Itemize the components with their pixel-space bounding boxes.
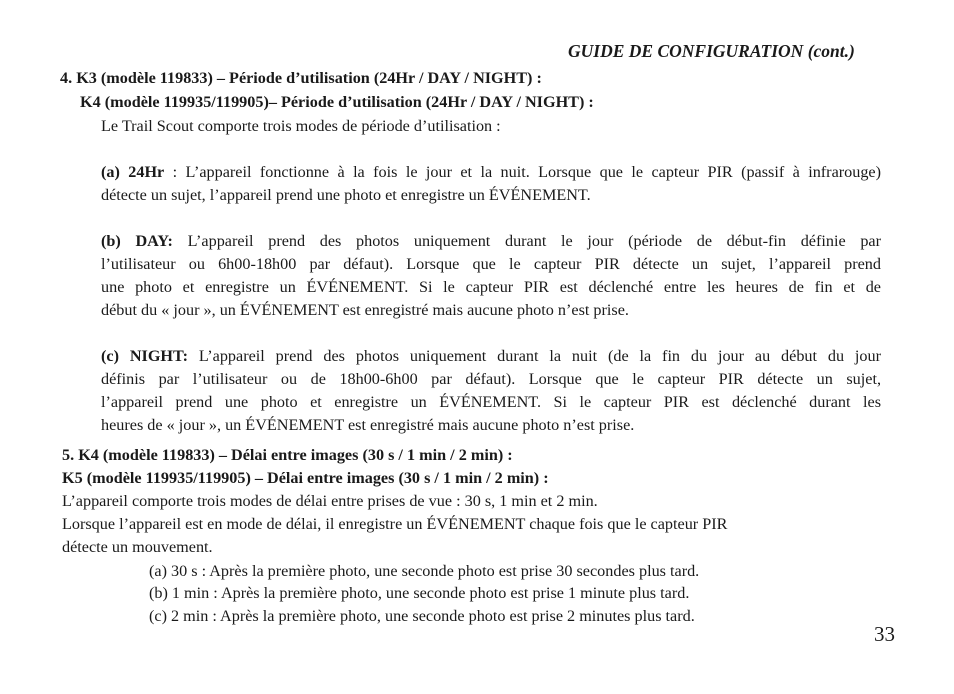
mode-day-line-3: une photo et enregistre un ÉVÉNEMENT. Si le capteur PIR est déclenché entre les heures de fin et de [101, 278, 881, 296]
page-header: GUIDE DE CONFIGURATION (cont.) [568, 41, 855, 61]
delay-option-30s: (a) 30 s : Après la première photo, une seconde photo est prise 30 secondes plus tard. [149, 562, 700, 580]
mode-24hr-text: : L’appareil fonctionne à la fois le jour et la nuit. Lorsque que le capteur PIR (passif à infrarouge) [164, 163, 882, 181]
mode-day-label: (b) DAY: [101, 232, 173, 250]
mode-night-line-1 [101, 346, 881, 366]
page-number: 33 [874, 622, 895, 646]
mode-day-text: L’appareil prend des photos uniquement durant le jour (période de début-fin définie par [172, 232, 881, 250]
mode-day-line-4: début du « jour », un ÉVÉNEMENT est enregistré mais aucune photo n’est prise. [101, 301, 629, 319]
mode-24hr-label: (a) 24Hr [101, 163, 165, 181]
section-5-text-line-1: L’appareil comporte trois modes de délai entre prises de vue : 30 s, 1 min et 2 min. [62, 492, 598, 510]
mode-day-line-2: l’utilisateur ou 6h00-18h00 par défaut). Lorsque que le capteur PIR détecte un sujet, l’appareil prend [101, 255, 881, 273]
section-4-heading-line-2: K4 (modèle 119935/119905)– Période d’utilisation (24Hr / DAY / NIGHT) : [80, 93, 594, 111]
section-5-heading-line-1: 5. K4 (modèle 119833) – Délai entre images (30 s / 1 min / 2 min) : [62, 446, 513, 464]
section-4-heading-line-1: 4. K3 (modèle 119833) – Période d’utilisation (24Hr / DAY / NIGHT) : [60, 69, 542, 87]
section-5-heading-line-2: K5 (modèle 119935/119905) – Délai entre images (30 s / 1 min / 2 min) : [62, 469, 549, 487]
mode-night-line-3: l’appareil prend une photo et enregistre un ÉVÉNEMENT. Si le capteur PIR est déclenché durant les [101, 393, 881, 411]
mode-24hr-line-1 [101, 162, 881, 182]
mode-night-label: (c) NIGHT: [101, 347, 188, 365]
section-5-text-line-2: Lorsque l’appareil est en mode de délai, il enregistre un ÉVÉNEMENT chaque fois que le capteur PIR [62, 515, 728, 533]
section-5-text-line-3: détecte un mouvement. [62, 538, 213, 556]
mode-day-line-1 [101, 231, 881, 251]
section-4-intro: Le Trail Scout comporte trois modes de période d’utilisation : [101, 117, 501, 135]
mode-night-line-2: définis par l’utilisateur ou de 18h00-6h00 par défaut). Lorsque que le capteur PIR détecte un sujet, [101, 370, 881, 388]
delay-option-2min: (c) 2 min : Après la première photo, une seconde photo est prise 2 minutes plus tard. [149, 607, 695, 625]
mode-night-line-4: heures de « jour », un ÉVÉNEMENT est enregistré mais aucune photo n’est prise. [101, 416, 635, 434]
mode-24hr-line-2: détecte un sujet, l’appareil prend une photo et enregistre un ÉVÉNEMENT. [101, 186, 591, 204]
mode-night-text: L’appareil prend des photos uniquement durant la nuit (de la fin du jour au début du jour [188, 347, 881, 365]
delay-option-1min: (b) 1 min : Après la première photo, une seconde photo est prise 1 minute plus tard. [149, 584, 690, 602]
